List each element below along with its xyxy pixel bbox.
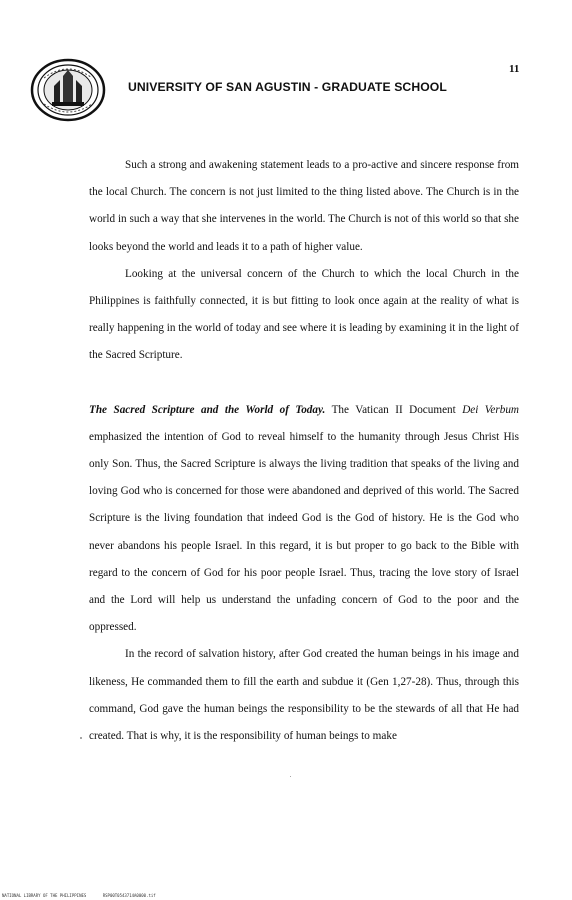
university-seal-icon: [30, 58, 106, 122]
body-text: [89, 152, 519, 750]
paragraph-3-text-b: emphasized the intention of God to reveal himself to the humanity through Jesus Christ His only Son. Thus, the Sacred Scripture is always the living tradition that speaks of the living and loving God who is concerned for those were abandoned and deprived of this world. The Sacred Scripture is the living foundation that indeed God is the God of history. He is the God who never abandons his people Israel. In this regard, it is but proper to go back to the Bible with regard to the concern of God for his poor people Israel. Thus, tracing the love story of Israel and the Lord will help us understand the unfading concern of God to the poor and the oppressed.: [89, 430, 519, 634]
paragraph-4: In the record of salvation history, after God created the human beings in his image and likeness, He commanded them to fill the earth and subdue it (Gen 1,27-28). Thus, through this command, God gave the human beings the responsibility to be the stewards of all that He had created. That is why, it is the responsibility of human beings to make: [89, 648, 519, 743]
scan-speck: [290, 776, 291, 777]
document-title-italic: Dei Verbum: [462, 403, 519, 416]
page-number: 11: [509, 63, 520, 75]
paragraph-1: Such a strong and awakening statement leads to a pro-active and sincere response from the local Church. The concern is not just limited to the thing listed above. The Church is in the world in such a way that she intervenes in the world. The Church is not of this world so that she looks beyond the world and leads it to a path of higher value.: [89, 159, 519, 253]
document-header-title: UNIVERSITY OF SAN AGUSTIN - GRADUATE SCHOOL: [128, 80, 447, 94]
paragraph-2: Looking at the universal concern of the Church to which the local Church in the Philippines is faithfully connected, it is but fitting to look once again at the reality of what is really happening in the world of today and see where it is leading by examining it in the light of the Sacred Scripture.: [89, 267, 519, 362]
paragraph-gap: [89, 370, 519, 397]
paragraph-3-text-a: The Vatican II Document: [325, 403, 463, 416]
scan-footer: [2, 893, 156, 898]
paragraph-3: [89, 397, 519, 642]
footer-file-ref: RSP00T0543714A0000.tif: [102, 893, 156, 898]
section-heading: The Sacred Scripture and the World of Today.: [89, 403, 326, 416]
footer-library: NATIONAL LIBRARY OF THE PHILIPPINES: [2, 893, 87, 898]
scan-speck: [80, 737, 82, 739]
